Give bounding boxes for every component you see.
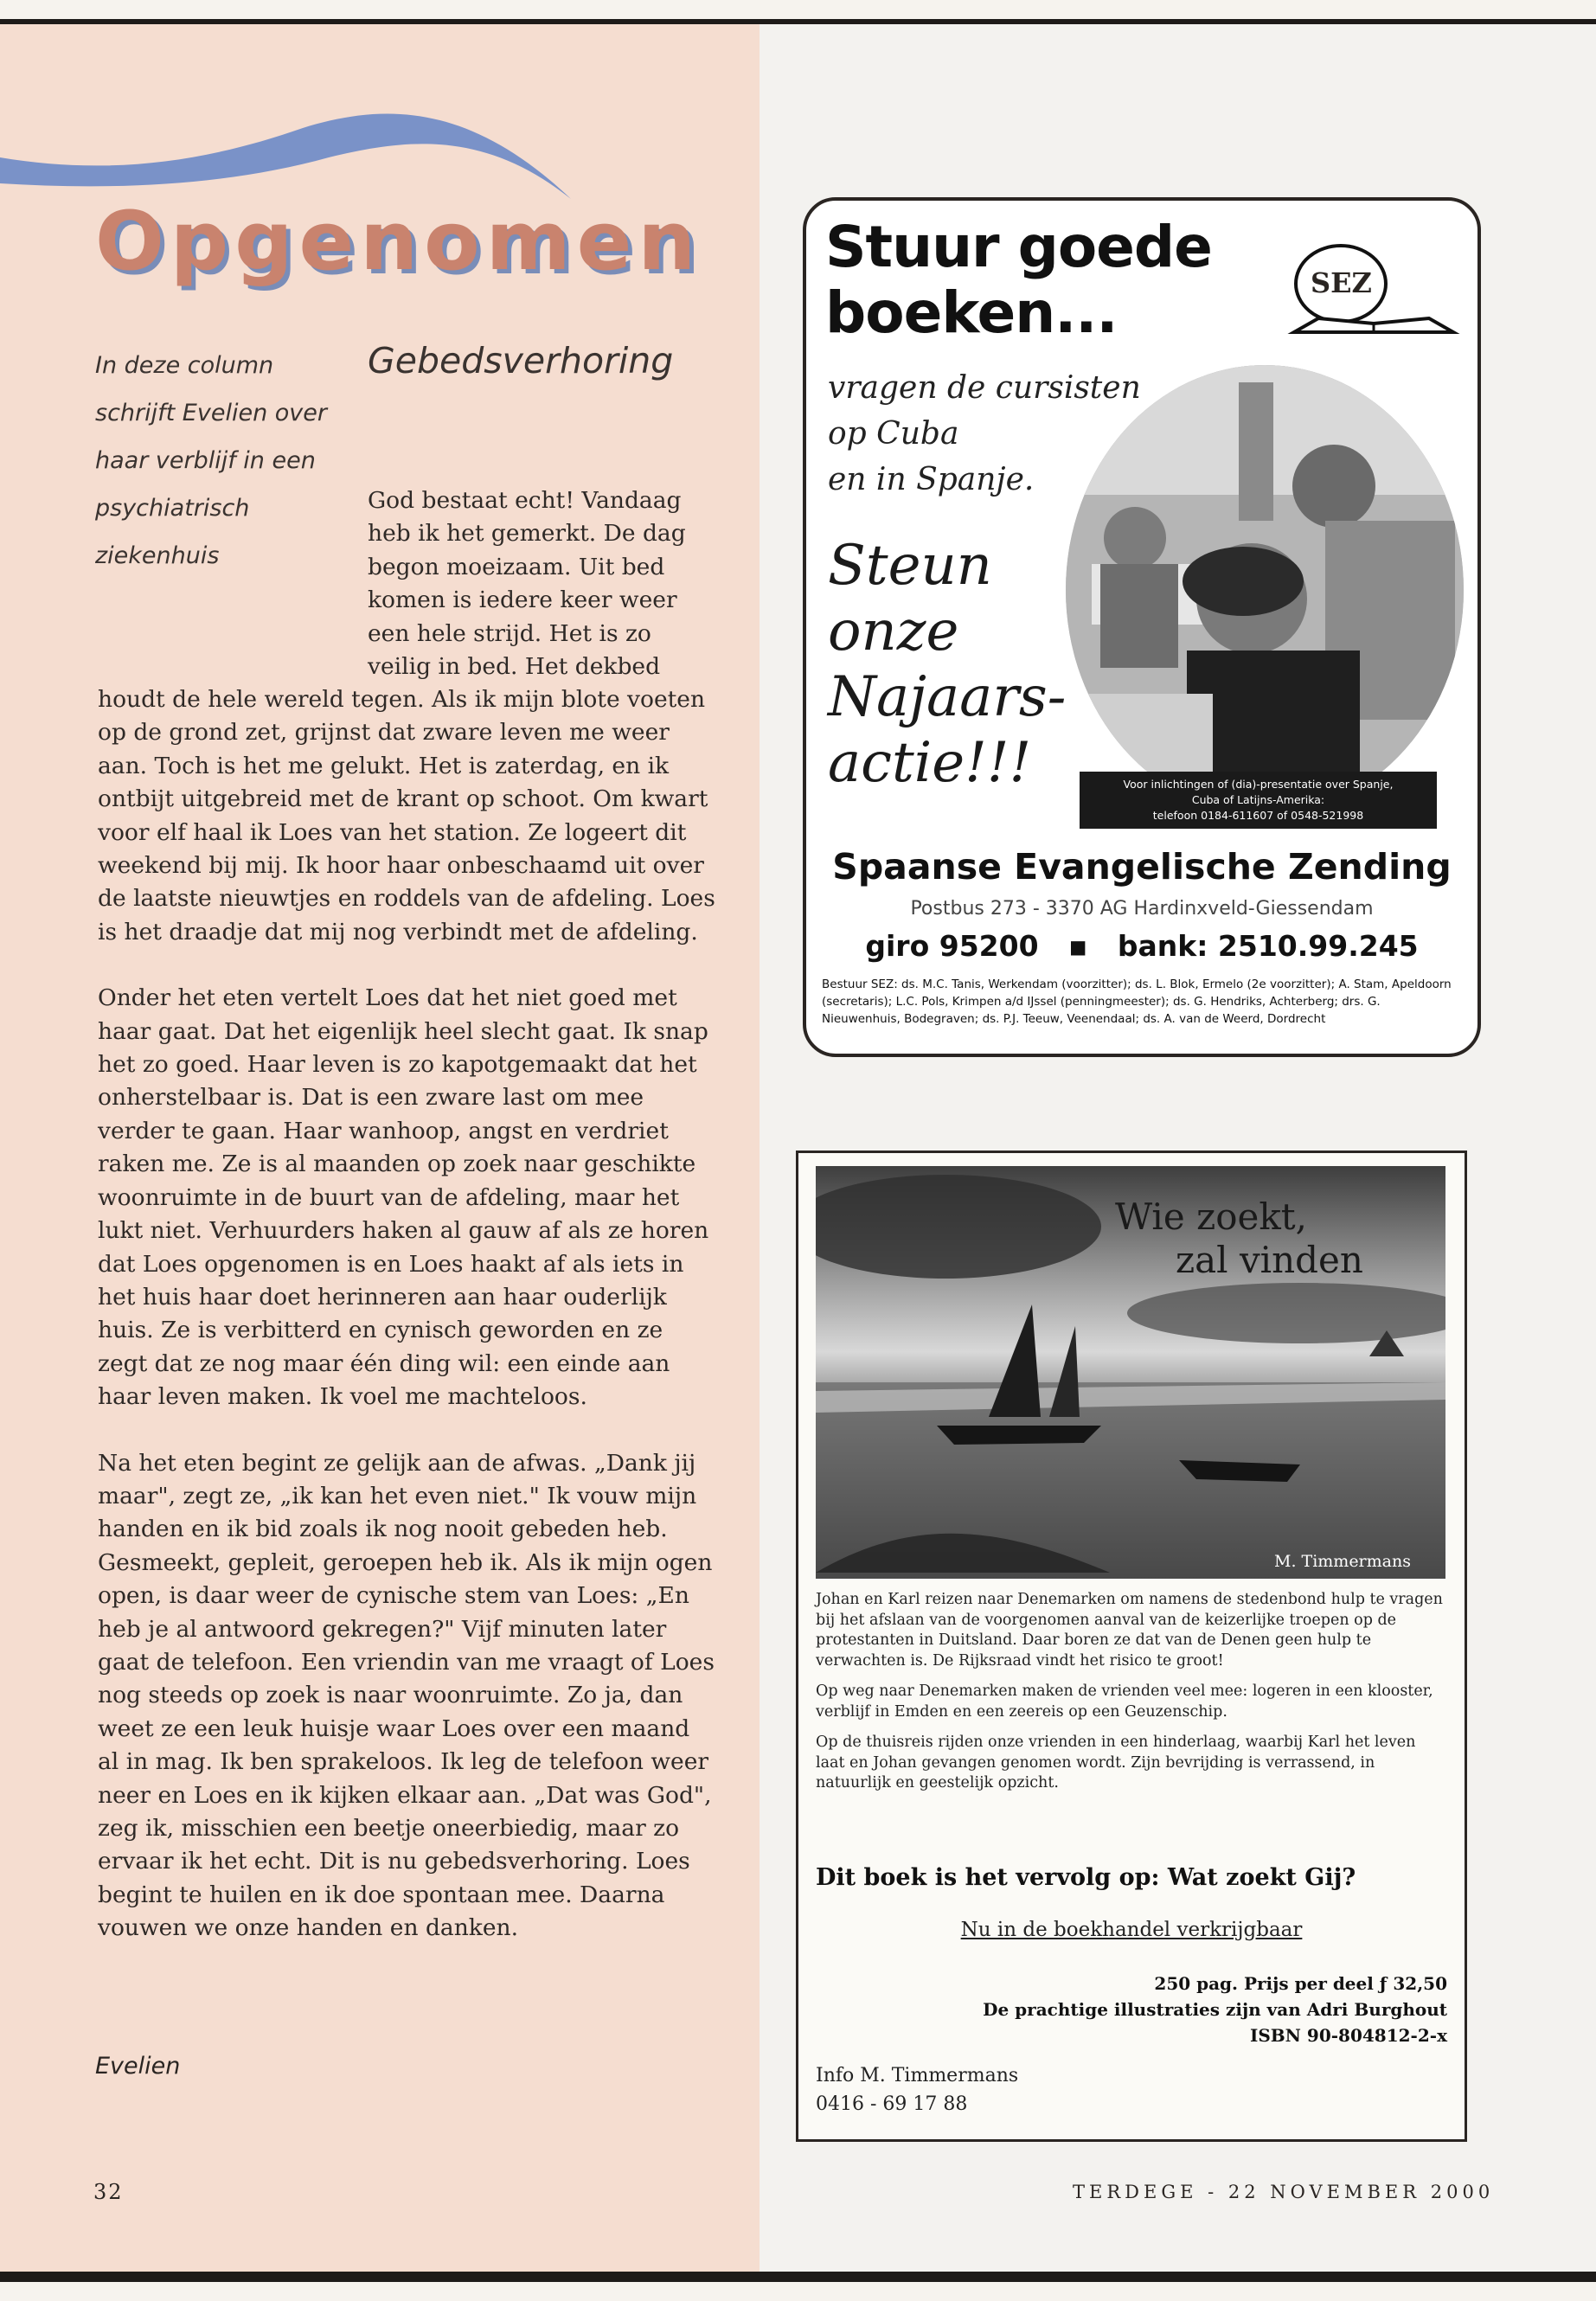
page-bottom-rule (0, 2272, 1596, 2282)
article-title: Gebedsverhoring (368, 340, 674, 381)
book-image-title-line: Wie zoekt, (1115, 1195, 1308, 1238)
sez-info-line: Cuba of Latijns-Amerika: (1191, 793, 1325, 806)
sez-cta-line: actie!!! (828, 731, 1032, 795)
sez-info-line: Voor inlichtingen of (dia)-presentatie over Spanje, (1123, 778, 1394, 791)
article-opening: God bestaat echt! Vandaag heb ik het gemerkt. De dag begon moeizaam. Uit bed komen is iedere keer weer een hele strijd. Het is zo veilig in bed. Het dekbed (368, 487, 686, 681)
book-sequel-note: Dit boek is het vervolg op: Wat zoekt Gij? (816, 1864, 1356, 1891)
sez-cta-line: onze (828, 599, 959, 663)
sez-subheading (828, 365, 1141, 503)
book-image-title (1115, 1195, 1363, 1282)
book-contact (816, 2061, 1018, 2118)
book-description (816, 1590, 1445, 1804)
book-paragraph: Op de thuisreis rijden onze vrienden in een hinderlaag, waarbij Karl het leven laat en Johan gevangen genomen wordt. Zijn bevrijding is verrassend, in natuurlijk en geestelijk opzicht. (816, 1734, 1416, 1791)
sez-giro: giro 95200 (865, 929, 1039, 963)
article-paragraph: houdt de hele wereld tegen. Als ik mijn blote voeten op de grond zet, grijnst dat zware leven me weer aan. Toch is het me gelukt. Het is zaterdag, en ik ontbijt uitgebreid met de krant op schoot. Om kwart voor elf haal ik Loes van het station. Ze logeert dit weekend bij mij. Ik hoor haar onbeschaamd uit over de laatste nieuwtjes en roddels van de afdeling. Loes is het draadje dat mij nog verbindt met de afdeling. (98, 686, 715, 945)
book-image-title-line: zal vinden (1176, 1239, 1363, 1281)
sez-call-to-action (828, 533, 1066, 796)
sez-cta-line: Najaars- (828, 665, 1067, 729)
contact-phone: 0416 - 69 17 88 (816, 2093, 968, 2115)
book-isbn: ISBN 90-804812-2-x (1249, 2025, 1447, 2046)
bullet-separator: ▪ (1048, 929, 1108, 963)
sez-headline-line: Stuur goede (825, 214, 1212, 280)
book-paragraph: Op weg naar Denemarken maken de vrienden veel mee: logeren in een klooster, verblijf in Emden en een zeereis op een Geuzenschip. (816, 1682, 1433, 1721)
page-number: 32 (93, 2180, 124, 2204)
article-signature: Evelien (95, 2053, 181, 2080)
article-paragraph: Na het eten begint ze gelijk aan de afwas. „Dank jij maar", zegt ze, „ik kan het even niet." Ik vouw mijn handen en ik bid zoals ik nog nooit gebeden heb. Gesmeekt, gepleit, geroepen heb ik. Als ik mijn ogen open, is daar weer de cynische stem van Loes: „En heb je al antwoord gekregen?" Vijf minuten later gaat de telefoon. Een vriendin van me vraagt of Loes nog steeds op zoek is naar woonruimte. Zo ja, dan weet ze een leuk huisje waar Loes over een maand al in mag. Ik ben sprakeloos. Ik leg de telefoon weer neer en Loes en ik kijken elkaar aan. „Dat was God", zeg ik, misschien een beetje oneerbiedig, maar zo ervaar ik het echt. Dit is nu gebedsverhoring. Loes begint te huilen en ik doe spontaan mee. Daarna vouwen we onze handen en danken. (98, 1449, 715, 1942)
book-availability: Nu in de boekhandel verkrijgbaar (960, 1919, 1303, 1941)
sez-subheading-line: vragen de cursisten (828, 370, 1141, 406)
book-advertisement (796, 1150, 1467, 2142)
title-swoosh-decoration (0, 104, 588, 208)
book-details (983, 1971, 1447, 2048)
sez-headline-line: boeken... (825, 279, 1118, 346)
article-paragraph: Onder het eten vertelt Loes dat het niet goed met haar gaat. Dat het eigenlijk heel slecht gaat. Ik snap het zo goed. Haar leven is zo kapotgemaakt dat het onherstelbaar is. Dat is een zware last om mee verder te gaan. Haar wanhoop, angst en verdriet raken me. Ze is al maanden op zoek naar geschikte woonruimte in de buurt van de afdeling, maar het lukt niet. Verhuurders haken al gauw af als ze horen dat Loes opgenomen is en Loes haakt af als iets in het huis haar doet herinneren aan haar ouderlijk huis. Ze is verbitterd en cynisch geworden en ze zegt dat ze nog maar één ding wil: een einde aan haar leven maken. Ik voel me machteloos. (98, 984, 709, 1411)
sez-cta-line: Steun (828, 534, 992, 598)
sez-advertisement (803, 197, 1481, 1057)
sez-info-phone: telefoon 0184-611607 of 0548-521998 (1152, 809, 1364, 822)
sez-subheading-line: en in Spanje. (828, 462, 1035, 497)
sez-logo-text: SEZ (1311, 266, 1372, 299)
book-paragraph: Johan en Karl reizen naar Denemarken om namens de stedenbond hulp te vragen bij het afslaan van de voorgenomen aanval van de keizerlijke troepen op de protestanten in Duitsland. Daar boren ze dat van de Denen geen hulp te verwachten is. De Rijksraad vindt het risico te groot! (816, 1591, 1443, 1670)
sez-subheading-line: op Cuba (828, 416, 959, 452)
sez-bank-account: bank: 2510.99.245 (1117, 929, 1419, 963)
contact-name: Info M. Timmermans (816, 2065, 1019, 2086)
sez-organization-name: Spaanse Evangelische Zending (832, 846, 1452, 888)
sez-payment-details (806, 929, 1477, 963)
sez-board-members: Bestuur SEZ: ds. M.C. Tanis, Werkendam (voorzitter); ds. L. Blok, Ermelo (2e voorzitter); A. Stam, Apeldoorn (secretaris); L.C. Pols, Krimpen a/d IJssel (penningmeester); ds. G. Hendriks, Achterberg; drs. G. Nieuwenhuis, Bodegraven; ds. P.J. Teeuw, Veenendaal; ds. A. van de Weerd, Dordrecht (822, 977, 1452, 1026)
section-title: Opgenomen (95, 195, 702, 289)
illustration-credit: M. Timmermans (1274, 1552, 1411, 1571)
article-body (98, 683, 716, 1978)
sailboat-illustration (816, 1166, 1445, 1579)
sez-headline (825, 215, 1212, 346)
publication-footer: TERDEGE - 22 NOVEMBER 2000 (1073, 2182, 1495, 2202)
sez-info-box (1080, 772, 1437, 829)
book-price: 250 pag. Prijs per deel ƒ 32,50 (1154, 1973, 1447, 1994)
sez-logo (1287, 239, 1460, 351)
book-illustrator: De prachtige illustraties zijn van Adri Burghout (983, 1999, 1447, 2020)
sez-address: Postbus 273 - 3370 AG Hardinxveld-Giessendam (910, 898, 1374, 920)
column-intro: In deze column schrijft Evelien over haar verblijf in een psychiatrisch ziekenhuis (95, 352, 327, 569)
